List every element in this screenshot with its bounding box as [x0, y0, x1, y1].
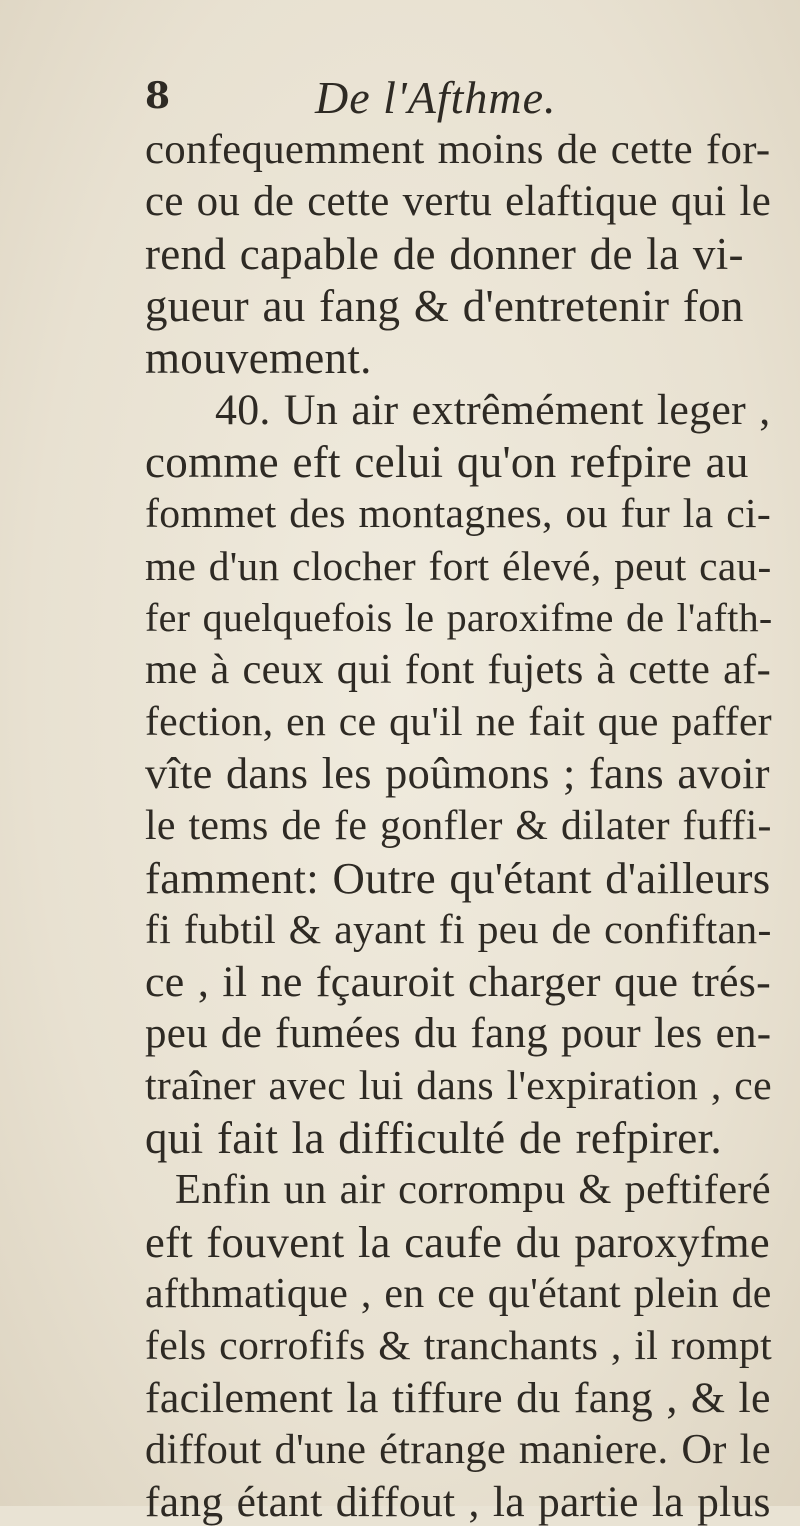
running-title: De l'Afthme. — [315, 72, 557, 123]
text-line: afthmatique , en ce qu'étant plein de — [145, 1271, 772, 1317]
text-line: fang étant diffout , la partie la plus — [145, 1478, 771, 1526]
text-line: me d'un clocher fort élevé, peut cau- — [145, 543, 772, 589]
text-line: qui fait la difficulté de refpirer. — [145, 1113, 722, 1163]
text-line: rend capable de donner de la vi- — [145, 229, 744, 279]
text-line: 40. Un air extrêmément leger , — [215, 386, 771, 434]
text-line: fi fubtil & ayant fi peu de confiftan- — [145, 907, 772, 953]
text-line: ce ou de cette vertu elaftique qui le — [145, 178, 772, 225]
text-line: peu de fumées du fang pour les en- — [145, 1010, 772, 1057]
text-line: eft fouvent la caufe du paroxyfme — [145, 1217, 770, 1267]
text-line: comme eft celui qu'on refpire au — [145, 437, 749, 487]
text-line: me à ceux qui font fujets à cette af- — [145, 646, 772, 693]
text-line: confequemment moins de cette for- — [145, 126, 771, 173]
text-line: fer quelquefois le paroxifme de l'afth- — [145, 595, 773, 640]
text-line: gueur au fang & d'entretenir fon — [145, 281, 744, 331]
text-line: facilement la tiffure du fang , & le — [145, 1374, 771, 1422]
text-line: diffout d'une étrange maniere. Or le — [145, 1426, 771, 1473]
text-line: traîner avec lui dans l'expiration , ce — [145, 1063, 772, 1109]
text-line: Enfin un air corrompu & peftiferé — [175, 1166, 771, 1213]
text-line: fection, en ce qu'il ne fait que paffer — [145, 699, 772, 745]
page-number: 8 — [145, 75, 171, 117]
text-line: fels corrofifs & tranchants , il rompt — [145, 1323, 772, 1369]
text-line: fommet des montagnes, ou fur la ci- — [145, 491, 772, 537]
text-line: mouvement. — [145, 333, 372, 383]
text-line: famment: Outre qu'étant d'ailleurs — [145, 853, 771, 903]
text-line: ce , il ne fçauroit charger que trés- — [145, 958, 772, 1006]
text-line: vîte dans les poûmons ; fans avoir — [145, 749, 770, 798]
text-line: le tems de fe gonfler & dilater fuffi- — [145, 803, 772, 849]
running-head — [145, 74, 665, 130]
